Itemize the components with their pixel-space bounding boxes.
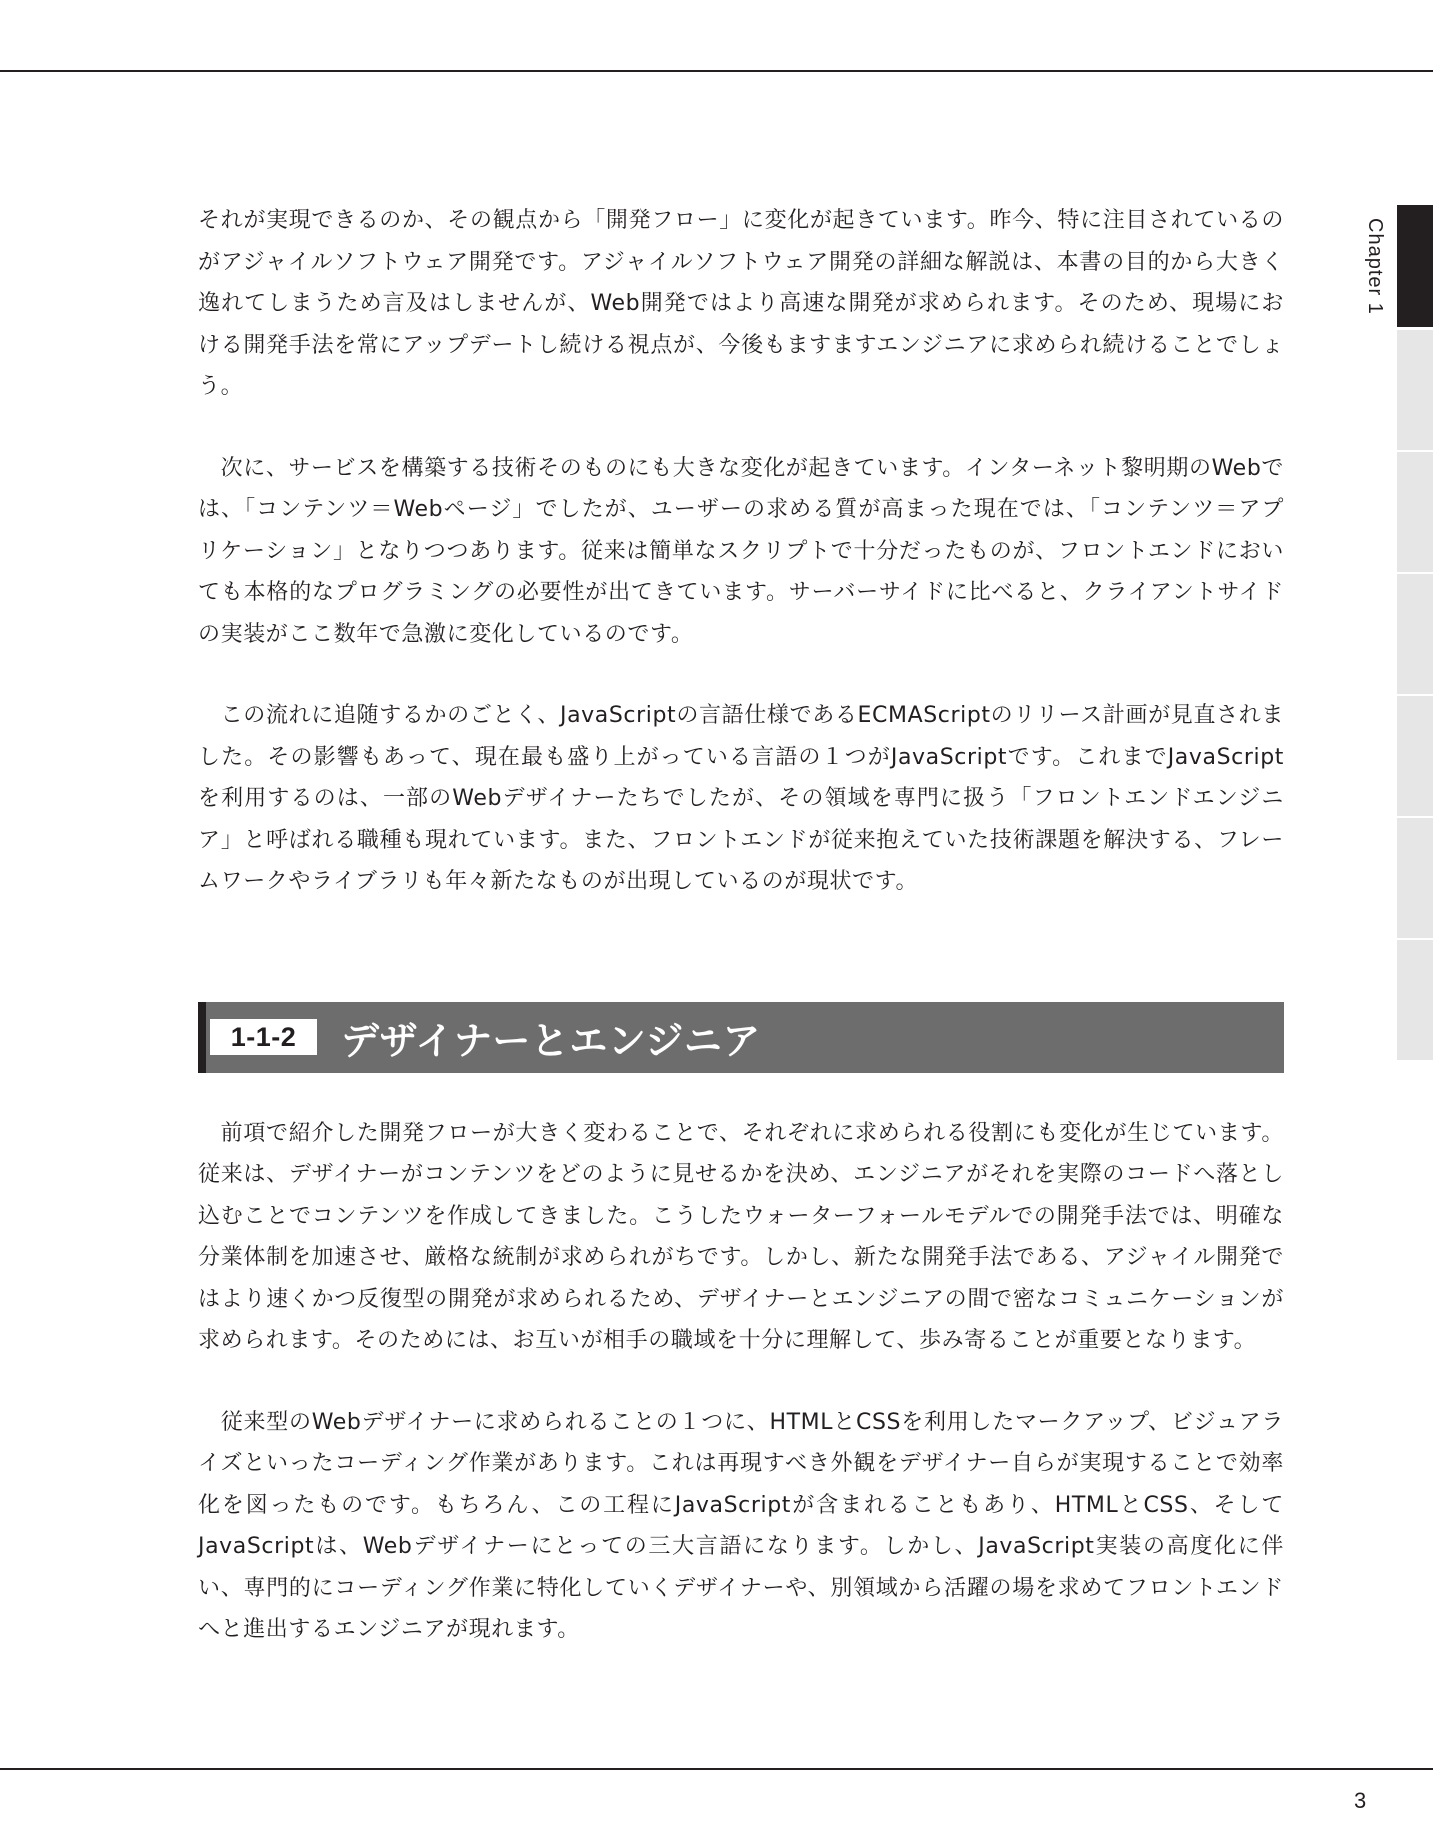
top-rule — [0, 70, 1433, 72]
chapter-tab-stack — [1397, 330, 1433, 1062]
chapter-tab-active — [1397, 205, 1433, 327]
chapter-tab — [1397, 818, 1433, 940]
chapter-tab — [1397, 330, 1433, 452]
bottom-rule — [0, 1768, 1433, 1770]
chapter-tab — [1397, 696, 1433, 818]
section-title: デザイナーとエンジニア — [341, 1018, 761, 1063]
section-number: 1-1-2 — [210, 1019, 317, 1055]
chapter-tab — [1397, 452, 1433, 574]
chapter-label: Chapter 1 — [1364, 218, 1386, 315]
body-paragraph: それが実現できるのか、その観点から「開発フロー」に変化が起きています。昨今、特に注目されているのがアジャイルソフトウェア開発です。アジャイルソフトウェア開発の詳細な解説は、本書の目的から大きく逸れてしまうため言及はしませんが、Web開発ではより高速な開発が求められます。そのため、現場における開発手法を常にアップデートし続ける視点が、今後もますますエンジニアに求められ続けることでしょう。 — [198, 208, 1284, 399]
section-heading — [198, 1002, 1284, 1073]
page-content — [198, 200, 1284, 1651]
body-paragraph: 従来型のWebデザイナーに求められることの１つに、HTMLとCSSを利用したマークアップ、ビジュアライズといったコーディング作業があります。これは再現すべき外観をデザイナー自らが実現することで効率化を図ったものです。もちろん、この工程にJavaScriptが含まれることもあり、HTMLとCSS、そしてJavaScriptは、Webデザイナーにとっての三大言語になります。しかし、JavaScript実装の高度化に伴い、専門的にコーディング作業に特化していくデザイナーや、別領域から活躍の場を求めてフロントエンドへと進出するエンジニアが現れます。 — [198, 1409, 1284, 1642]
body-paragraph: 次に、サービスを構築する技術そのものにも大きな変化が起きています。インターネット黎明期のWebでは、「コンテンツ＝Webページ」でしたが、ユーザーの求める質が高まった現在では、「コンテンツ＝アプリケーション」となりつつあります。従来は簡単なスクリプトで十分だったものが、フロントエンドにおいても本格的なプログラミングの必要性が出てきています。サーバーサイドに比べると、クライアントサイドの実装がここ数年で急激に変化しているのです。 — [198, 455, 1284, 647]
page-number: 3 — [1354, 1788, 1367, 1813]
chapter-tab — [1397, 574, 1433, 696]
body-paragraph: この流れに追随するかのごとく、JavaScriptの言語仕様であるECMAScriptのリリース計画が見直されました。その影響もあって、現在最も盛り上がっている言語の１つがJavaScriptです。これまでJavaScriptを利用するのは、一部のWebデザイナーたちでしたが、その領域を専門に扱う「フロントエンドエンジニア」と呼ばれる職種も現れています。また、フロントエンドが従来抱えていた技術課題を解決する、フレームワークやライブラリも年々新たなものが出現しているのが現状です。 — [198, 703, 1284, 894]
chapter-tab — [1397, 940, 1433, 1062]
body-paragraph: 前項で紹介した開発フローが大きく変わることで、それぞれに求められる役割にも変化が生じています。従来は、デザイナーがコンテンツをどのように見せるかを決め、エンジニアがそれを実際のコードへ落とし込むことでコンテンツを作成してきました。こうしたウォーターフォールモデルでの開発手法では、明確な分業体制を加速させ、厳格な統制が求められがちです。しかし、新たな開発手法である、アジャイル開発ではより速くかつ反復型の開発が求められるため、デザイナーとエンジニアの間で密なコミュニケーションが求められます。そのためには、お互いが相手の職域を十分に理解して、歩み寄ることが重要となります。 — [198, 1120, 1284, 1353]
